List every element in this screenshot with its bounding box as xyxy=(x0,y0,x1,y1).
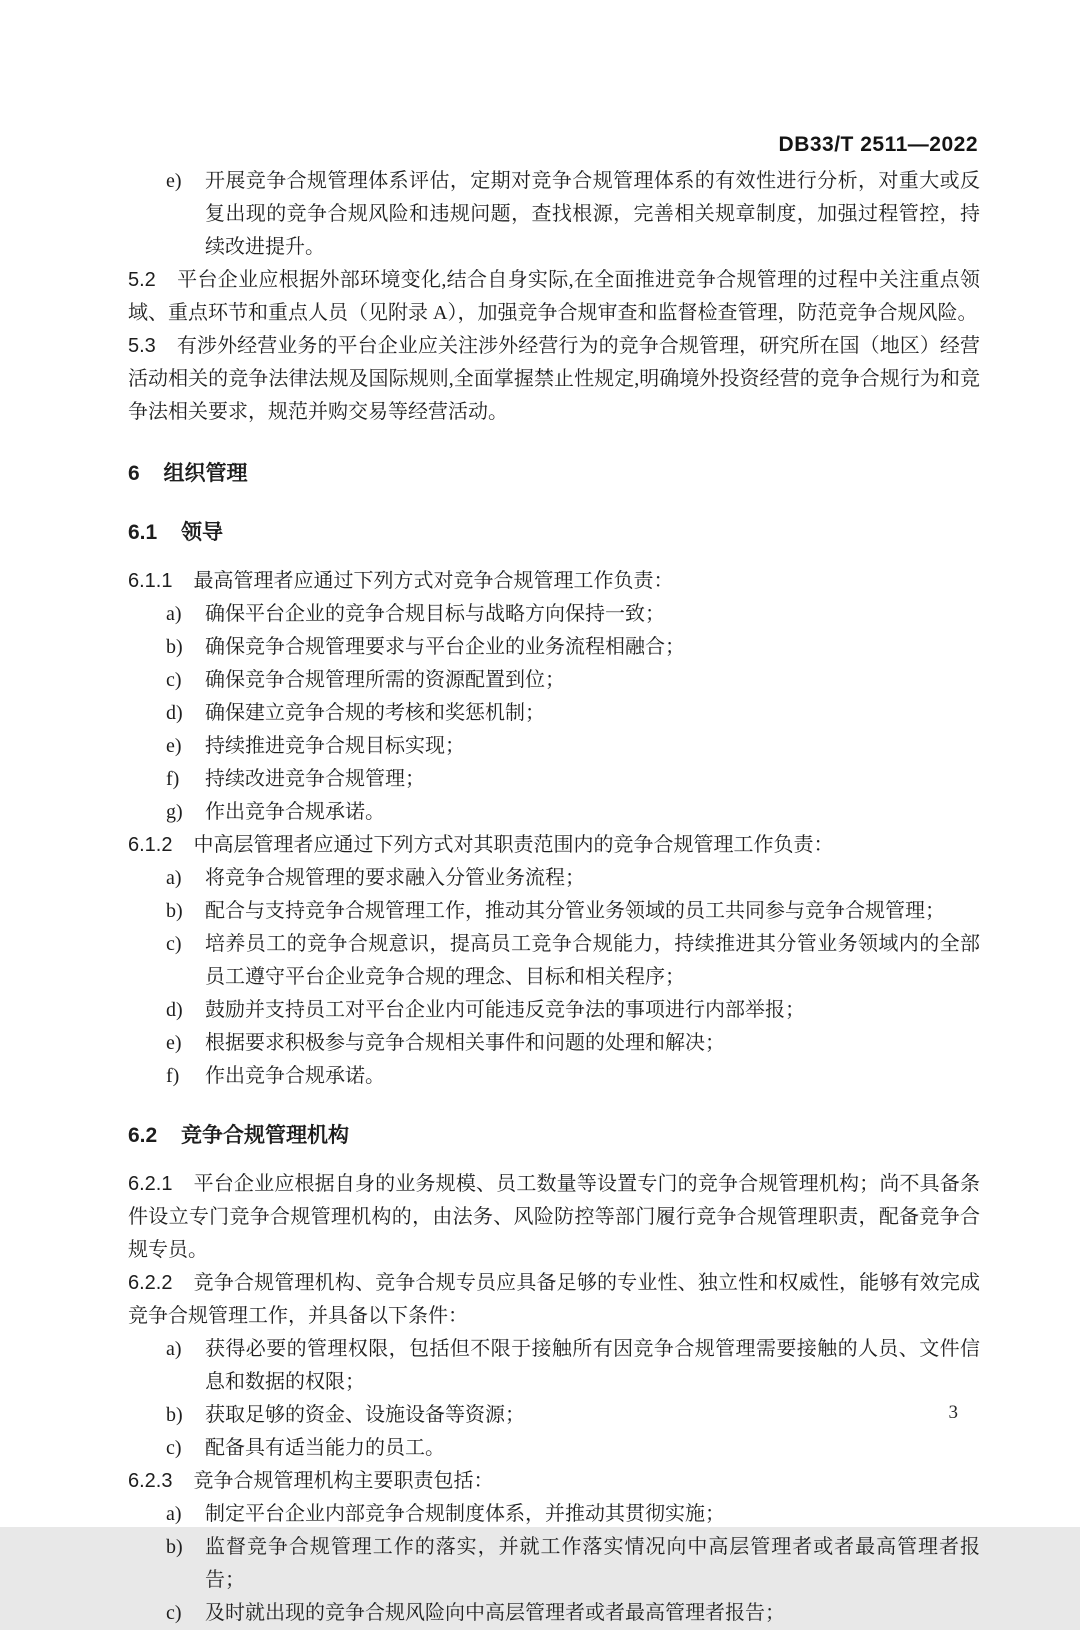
list-item xyxy=(128,895,980,928)
clause-6-2-2 xyxy=(128,1267,980,1333)
document-body xyxy=(128,165,980,1630)
list-text: 制定平台企业内部竞争合规制度体系，并推动其贯彻实施； xyxy=(205,1503,725,1525)
list-text: 确保竞争合规管理所需的资源配置到位； xyxy=(205,669,565,691)
list-item xyxy=(128,631,980,664)
list-item xyxy=(128,928,980,994)
list-marker: a) xyxy=(166,867,182,889)
clause-text: 平台企业应根据自身的业务规模、员工数量等设置专门的竞争合规管理机构；尚不具备条件设立专门竞争合规管理机构的，由法务、风险防控等部门履行竞争合规管理职责，配备竞争合规专员。 xyxy=(128,1173,981,1261)
clause-6-1-1 xyxy=(128,565,980,598)
list-item xyxy=(128,1498,980,1531)
clause-5-3 xyxy=(128,330,980,429)
list-item xyxy=(128,730,980,763)
list-marker: c) xyxy=(166,1437,182,1459)
list-text: 鼓励并支持员工对平台企业内可能违反竞争法的事项进行内部举报； xyxy=(205,999,805,1021)
list-text: 根据要求积极参与竞争合规相关事件和问题的处理和解决； xyxy=(205,1032,725,1054)
heading-text: 领导 xyxy=(181,521,224,544)
list-marker: d) xyxy=(166,702,183,724)
list-text: 监督竞争合规管理工作的落实，并就工作落实情况向中高层管理者或者最高管理者报告； xyxy=(205,1536,980,1591)
list-text: 确保竞争合规管理要求与平台企业的业务流程相融合； xyxy=(205,636,685,658)
list-marker: c) xyxy=(166,1602,182,1624)
list-text: 配合与支持竞争合规管理工作，推动其分管业务领域的员工共同参与竞争合规管理； xyxy=(205,900,945,922)
list-text: 配备具有适当能力的员工。 xyxy=(205,1437,445,1459)
list-marker: a) xyxy=(166,1338,182,1360)
list-marker: a) xyxy=(166,603,182,625)
page-number: 3 xyxy=(948,1402,958,1423)
list-marker: e) xyxy=(166,170,182,192)
list-text: 将竞争合规管理的要求融入分管业务流程； xyxy=(205,867,585,889)
list-marker: e) xyxy=(166,735,182,757)
list-text: 持续改进竞争合规管理； xyxy=(205,768,425,790)
list-item xyxy=(128,1597,980,1630)
list-item xyxy=(128,1333,980,1399)
list-text: 确保平台企业的竞争合规目标与战略方向保持一致； xyxy=(205,603,665,625)
clause-text: 平台企业应根据外部环境变化,结合自身实际,在全面推进竞争合规管理的过程中关注重点领域、重点环节和重点人员（见附录 A），加强竞争合规审查和监督检查管理，防范竞争合规风险。 xyxy=(128,269,981,324)
list-item xyxy=(128,598,980,631)
list-marker: c) xyxy=(166,933,182,955)
list-text: 作出竞争合规承诺。 xyxy=(205,1065,385,1087)
list-marker: c) xyxy=(166,669,182,691)
list-item xyxy=(128,697,980,730)
clause-number: 5.2 xyxy=(128,269,156,291)
clause-text: 有涉外经营业务的平台企业应关注涉外经营行为的竞争合规管理，研究所在国（地区）经营活动相关的竞争法律法规及国际规则,全面掌握禁止性规定,明确境外投资经营的竞争合规行为和竞争法相关要求，规范并购交易等经营活动。 xyxy=(128,335,981,423)
list-marker: g) xyxy=(166,801,183,823)
list-item xyxy=(128,1060,980,1093)
clause-text: 竞争合规管理机构主要职责包括： xyxy=(193,1470,494,1492)
list-item xyxy=(128,1027,980,1060)
clause-6-2-3 xyxy=(128,1465,980,1498)
heading-number: 6 xyxy=(128,462,140,485)
clause-6-1-2 xyxy=(128,829,980,862)
doc-number-header: DB33/T 2511—2022 xyxy=(778,133,978,156)
clause-text: 中高层管理者应通过下列方式对其职责范围内的竞争合规管理工作负责： xyxy=(193,834,834,856)
section-heading-6-1 xyxy=(128,516,980,549)
list-text: 作出竞争合规承诺。 xyxy=(205,801,385,823)
clause-text: 竞争合规管理机构、竞争合规专员应具备足够的专业性、独立性和权威性，能够有效完成竞争合规管理工作，并具备以下条件： xyxy=(128,1272,981,1327)
list-text: 确保建立竞争合规的考核和奖惩机制； xyxy=(205,702,545,724)
list-text: 获得必要的管理权限，包括但不限于接触所有因竞争合规管理需要接触的人员、文件信息和数据的权限； xyxy=(205,1338,980,1393)
clause-number: 6.2.2 xyxy=(128,1272,173,1294)
list-text: 开展竞争合规管理体系评估，定期对竞争合规管理体系的有效性进行分析，对重大或反复出现的竞争合规风险和违规问题，查找根源，完善相关规章制度，加强过程管控，持续改进提升。 xyxy=(205,170,980,258)
list-item xyxy=(128,796,980,829)
list-item-e xyxy=(128,165,980,264)
section-heading-6-2 xyxy=(128,1119,980,1152)
list-marker: b) xyxy=(166,1404,183,1426)
list-text: 及时就出现的竞争合规风险向中高层管理者或者最高管理者报告； xyxy=(205,1602,785,1624)
list-item xyxy=(128,664,980,697)
list-marker: d) xyxy=(166,999,183,1021)
clause-number: 6.2.3 xyxy=(128,1470,173,1492)
list-marker: b) xyxy=(166,1536,183,1558)
list-marker: b) xyxy=(166,636,183,658)
list-marker: e) xyxy=(166,1032,182,1054)
list-item xyxy=(128,994,980,1027)
list-marker: f) xyxy=(166,768,180,790)
list-marker: a) xyxy=(166,1503,182,1525)
clause-number: 6.2.1 xyxy=(128,1173,173,1195)
heading-text: 竞争合规管理机构 xyxy=(181,1124,350,1147)
heading-number: 6.1 xyxy=(128,521,158,544)
list-item xyxy=(128,763,980,796)
list-marker: b) xyxy=(166,900,183,922)
list-item xyxy=(128,862,980,895)
heading-number: 6.2 xyxy=(128,1124,158,1147)
clause-6-2-1 xyxy=(128,1168,980,1267)
clause-5-2 xyxy=(128,264,980,330)
list-item xyxy=(128,1399,980,1432)
section-heading-6 xyxy=(128,457,980,490)
list-text: 培养员工的竞争合规意识，提高员工竞争合规能力，持续推进其分管业务领域内的全部员工遵守平台企业竞争合规的理念、目标和相关程序； xyxy=(205,933,980,988)
list-text: 获取足够的资金、设施设备等资源； xyxy=(205,1404,525,1426)
clause-number: 6.1.1 xyxy=(128,570,173,592)
clause-number: 5.3 xyxy=(128,335,156,357)
heading-text: 组织管理 xyxy=(163,462,248,485)
list-text: 持续推进竞争合规目标实现； xyxy=(205,735,465,757)
clause-text: 最高管理者应通过下列方式对竞争合规管理工作负责： xyxy=(193,570,674,592)
clause-number: 6.1.2 xyxy=(128,834,173,856)
list-item xyxy=(128,1531,980,1597)
list-marker: f) xyxy=(166,1065,180,1087)
list-item xyxy=(128,1432,980,1465)
